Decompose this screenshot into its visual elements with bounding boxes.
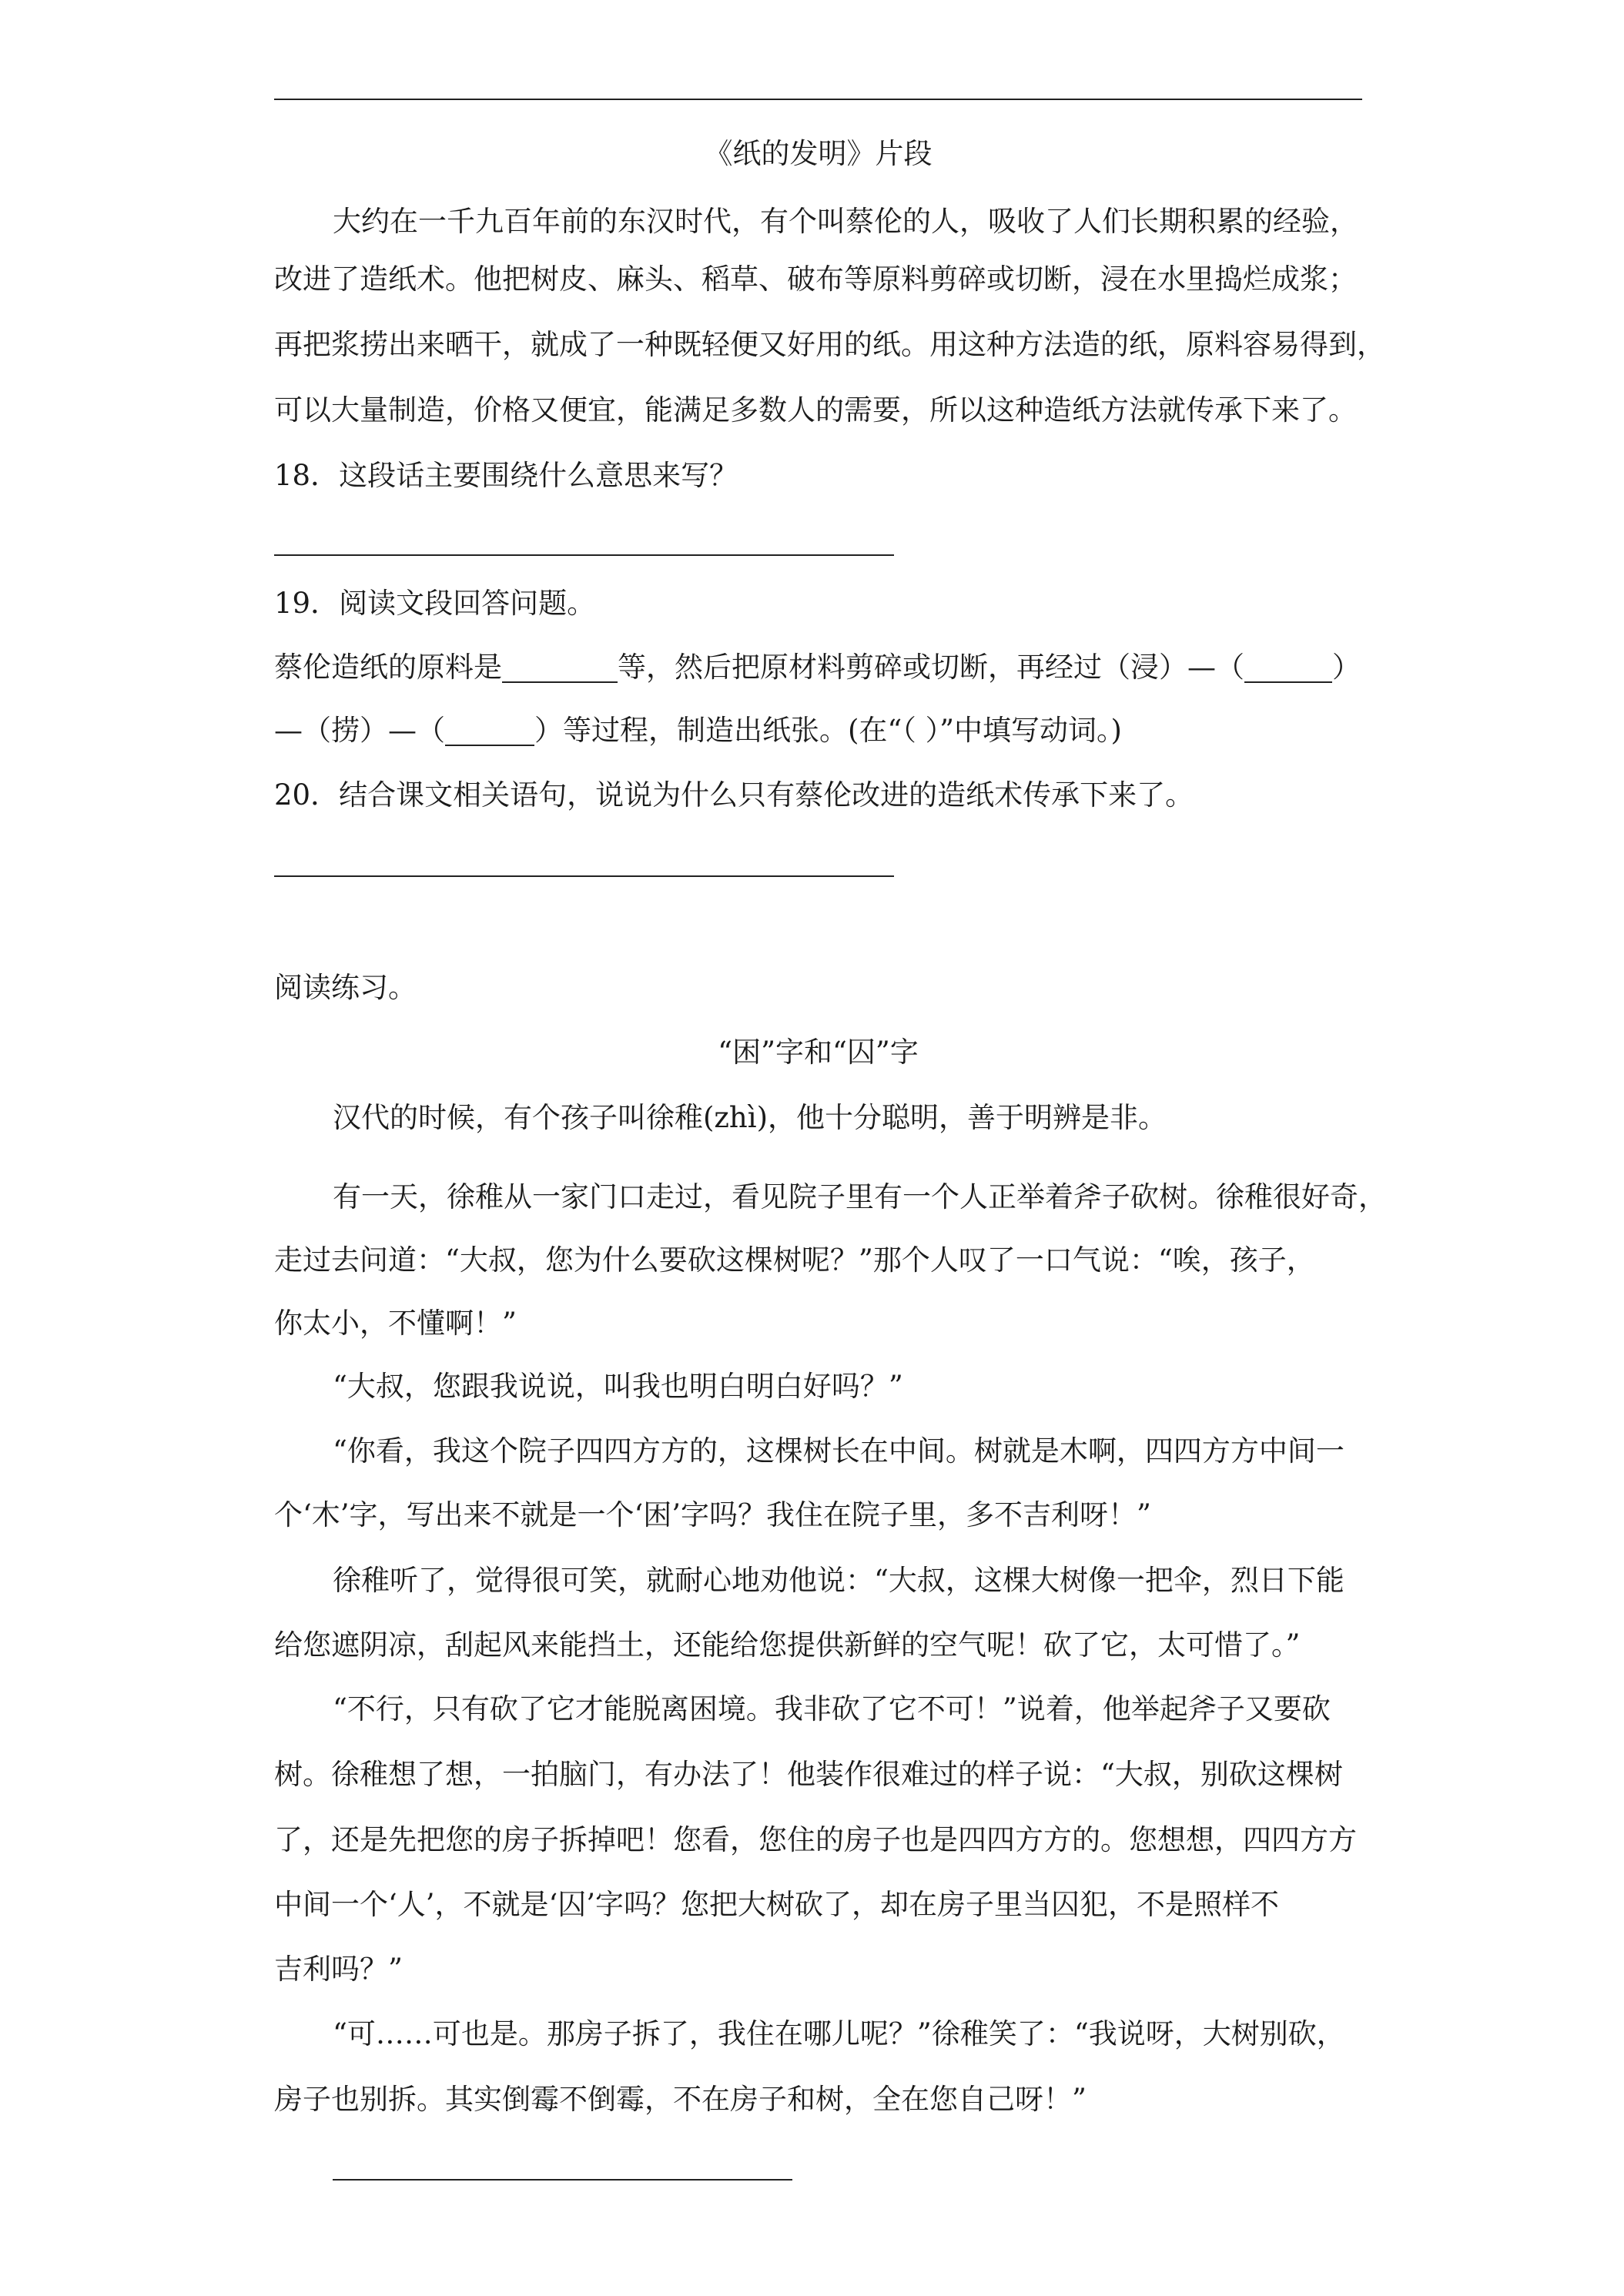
passage2-line: 了，还是先把您的房子拆掉吧！您看，您住的房子也是四四方方的。您想想，四四方方 — [274, 1823, 1357, 1856]
material-blank[interactable] — [502, 655, 618, 683]
q19-text-e: ）等过程，制造出纸张。(在“（ ）”中填写动词。) — [534, 714, 1122, 747]
q19-text-c: ） — [1332, 651, 1361, 684]
passage2-line: 吉利吗？” — [274, 1953, 403, 1986]
verb-blank-2[interactable] — [445, 718, 534, 746]
verb-blank-1[interactable] — [1244, 655, 1332, 683]
footer-rule — [333, 2179, 792, 2181]
passage2-line: 个‘木’字，写出来不就是一个‘困’字吗？我住在院子里，多不吉利呀！” — [274, 1498, 1151, 1531]
question-19-line1 — [274, 652, 1361, 683]
passage2-line: “大叔，您跟我说说，叫我也明白明白好吗？” — [333, 1370, 903, 1403]
q19-text-a: 蔡伦造纸的原料是 — [274, 651, 502, 684]
passage2-line: 汉代的时候，有个孩子叫徐稚(zhì)，他十分聪明，善于明辨是非。 — [333, 1101, 1167, 1134]
passage1-line: 改进了造纸术。他把树皮、麻头、稻草、破布等原料剪碎或切断，浸在水里捣烂成浆； — [274, 263, 1357, 296]
passage1-line: 大约在一千九百年前的东汉时代，有个叫蔡伦的人，吸收了人们长期积累的经验， — [333, 205, 1358, 238]
q19-text-d: —（捞）—（ — [274, 714, 445, 747]
answer-line-20[interactable] — [274, 875, 894, 877]
passage2-line: 走过去问道：“大叔，您为什么要砍这棵树呢？”那个人叹了一口气说：“唉，孩子， — [274, 1243, 1315, 1277]
question-19-line2 — [274, 715, 1122, 746]
question-18: 18．这段话主要围绕什么意思来写？ — [274, 459, 738, 492]
q19-text-b: 等，然后把原材料剪碎或切断，再经过（浸）—（ — [618, 651, 1244, 684]
passage2-line: 树。徐稚想了想，一拍脑门，有办法了！他装作很难过的样子说：“大叔，别砍这棵树 — [274, 1758, 1343, 1791]
passage2-line: 中间一个‘人’，不就是‘囚’字吗？您把大树砍了，却在房子里当囚犯，不是照样不 — [274, 1888, 1280, 1921]
question-20: 20．结合课文相关语句，说说为什么只有蔡伦改进的造纸术传承下来了。 — [274, 778, 1194, 812]
passage1-line: 可以大量制造，价格又便宜，能满足多数人的需要，所以这种造纸方法就传承下来了。 — [274, 393, 1357, 427]
answer-line-18[interactable] — [274, 554, 894, 556]
section-label: 阅读练习。 — [274, 971, 417, 1004]
question-19-title: 19．阅读文段回答问题。 — [274, 587, 596, 620]
passage2-line: 有一天，徐稚从一家门口走过，看见院子里有一个人正举着斧子砍树。徐稚很好奇， — [333, 1180, 1387, 1213]
passage2-line: 给您遮阴凉，刮起风来能挡土，还能给您提供新鲜的空气呢！砍了它，太可惜了。” — [274, 1628, 1301, 1662]
passage2-line: “不行，只有砍了它才能脱离困境。我非砍了它不可！”说着，他举起斧子又要砍 — [333, 1692, 1331, 1725]
passage2-line: 你太小，不懂啊！” — [274, 1307, 517, 1340]
passage2-title: “困”字和“囚”字 — [718, 1036, 919, 1069]
passage2-line: 房子也别拆。其实倒霉不倒霉，不在房子和树，全在您自己呀！” — [274, 2083, 1087, 2116]
top-rule — [274, 99, 1362, 100]
passage1-line: 再把浆捞出来晒干，就成了一种既轻便又好用的纸。用这种方法造的纸，原料容易得到， — [274, 328, 1385, 361]
passage2-line: “可……可也是。那房子拆了，我住在哪儿呢？”徐稚笑了：“我说呀，大树别砍， — [333, 2017, 1345, 2050]
passage2-line: 徐稚听了，觉得很可笑，就耐心地劝他说：“大叔，这棵大树像一把伞，烈日下能 — [333, 1564, 1344, 1597]
passage1-title: 《纸的发明》片段 — [704, 137, 933, 170]
passage2-line: “你看，我这个院子四四方方的，这棵树长在中间。树就是木啊，四四方方中间一 — [333, 1434, 1344, 1468]
